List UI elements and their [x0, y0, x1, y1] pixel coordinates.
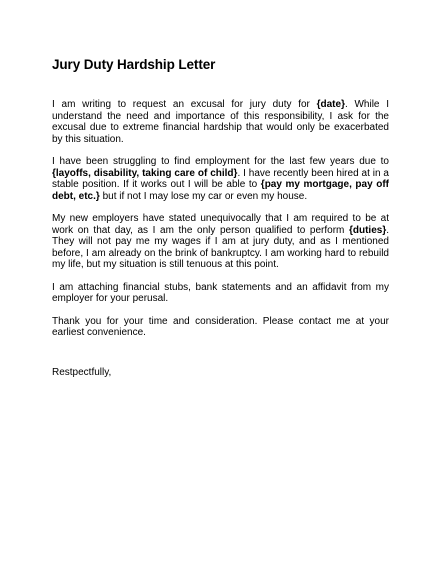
paragraph-text: I have been struggling to find employment for the last few years due to: [52, 156, 389, 167]
paragraph-attachments: I am attaching financial stubs, bank statements and an affidavit from my employer for your perusal.: [52, 281, 389, 304]
paragraph-text: . While I understand the need and importance of this responsibility, I ask for the excusal due to extreme financial hardship that would only be exacerbated by this situation.: [52, 99, 389, 145]
letter-title: Jury Duty Hardship Letter: [52, 57, 216, 72]
paragraph-text: . They will not pay me my wages if I am at jury duty, and as I mentioned before, I am already on the brink of bankruptcy. I am working hard to rebuild my life, but my situation is still tenuous at this point.: [52, 224, 389, 270]
paragraph-text: I am writing to request an excusal for jury duty for: [52, 99, 317, 110]
paragraph-employer: [52, 213, 389, 271]
placeholder-reason: {layoffs, disability, taking care of child}: [52, 167, 238, 179]
placeholder-date: {date}: [316, 99, 345, 110]
paragraph-thanks: Thank you for your time and consideration. Please contact me at your earliest convenience.: [52, 315, 389, 338]
placeholder-benefit: {pay my mortgage, pay off debt, etc.}: [52, 179, 389, 202]
paragraph-text: My new employers have stated unequivocally that I am required to be at work on that day, as I am the only person qualified to perform: [52, 213, 389, 236]
placeholder-duties: {duties}: [348, 224, 387, 236]
paragraph-text: but if not I may lose my car or even my house.: [99, 190, 308, 202]
paragraph-request: [52, 99, 389, 145]
paragraph-text: . I have recently been hired at in a stable position. If it works out I will be able to: [52, 167, 389, 190]
letter-closing: Restpectfully,: [52, 367, 112, 378]
paragraph-employment: [52, 156, 389, 202]
letter-body: [52, 99, 389, 339]
